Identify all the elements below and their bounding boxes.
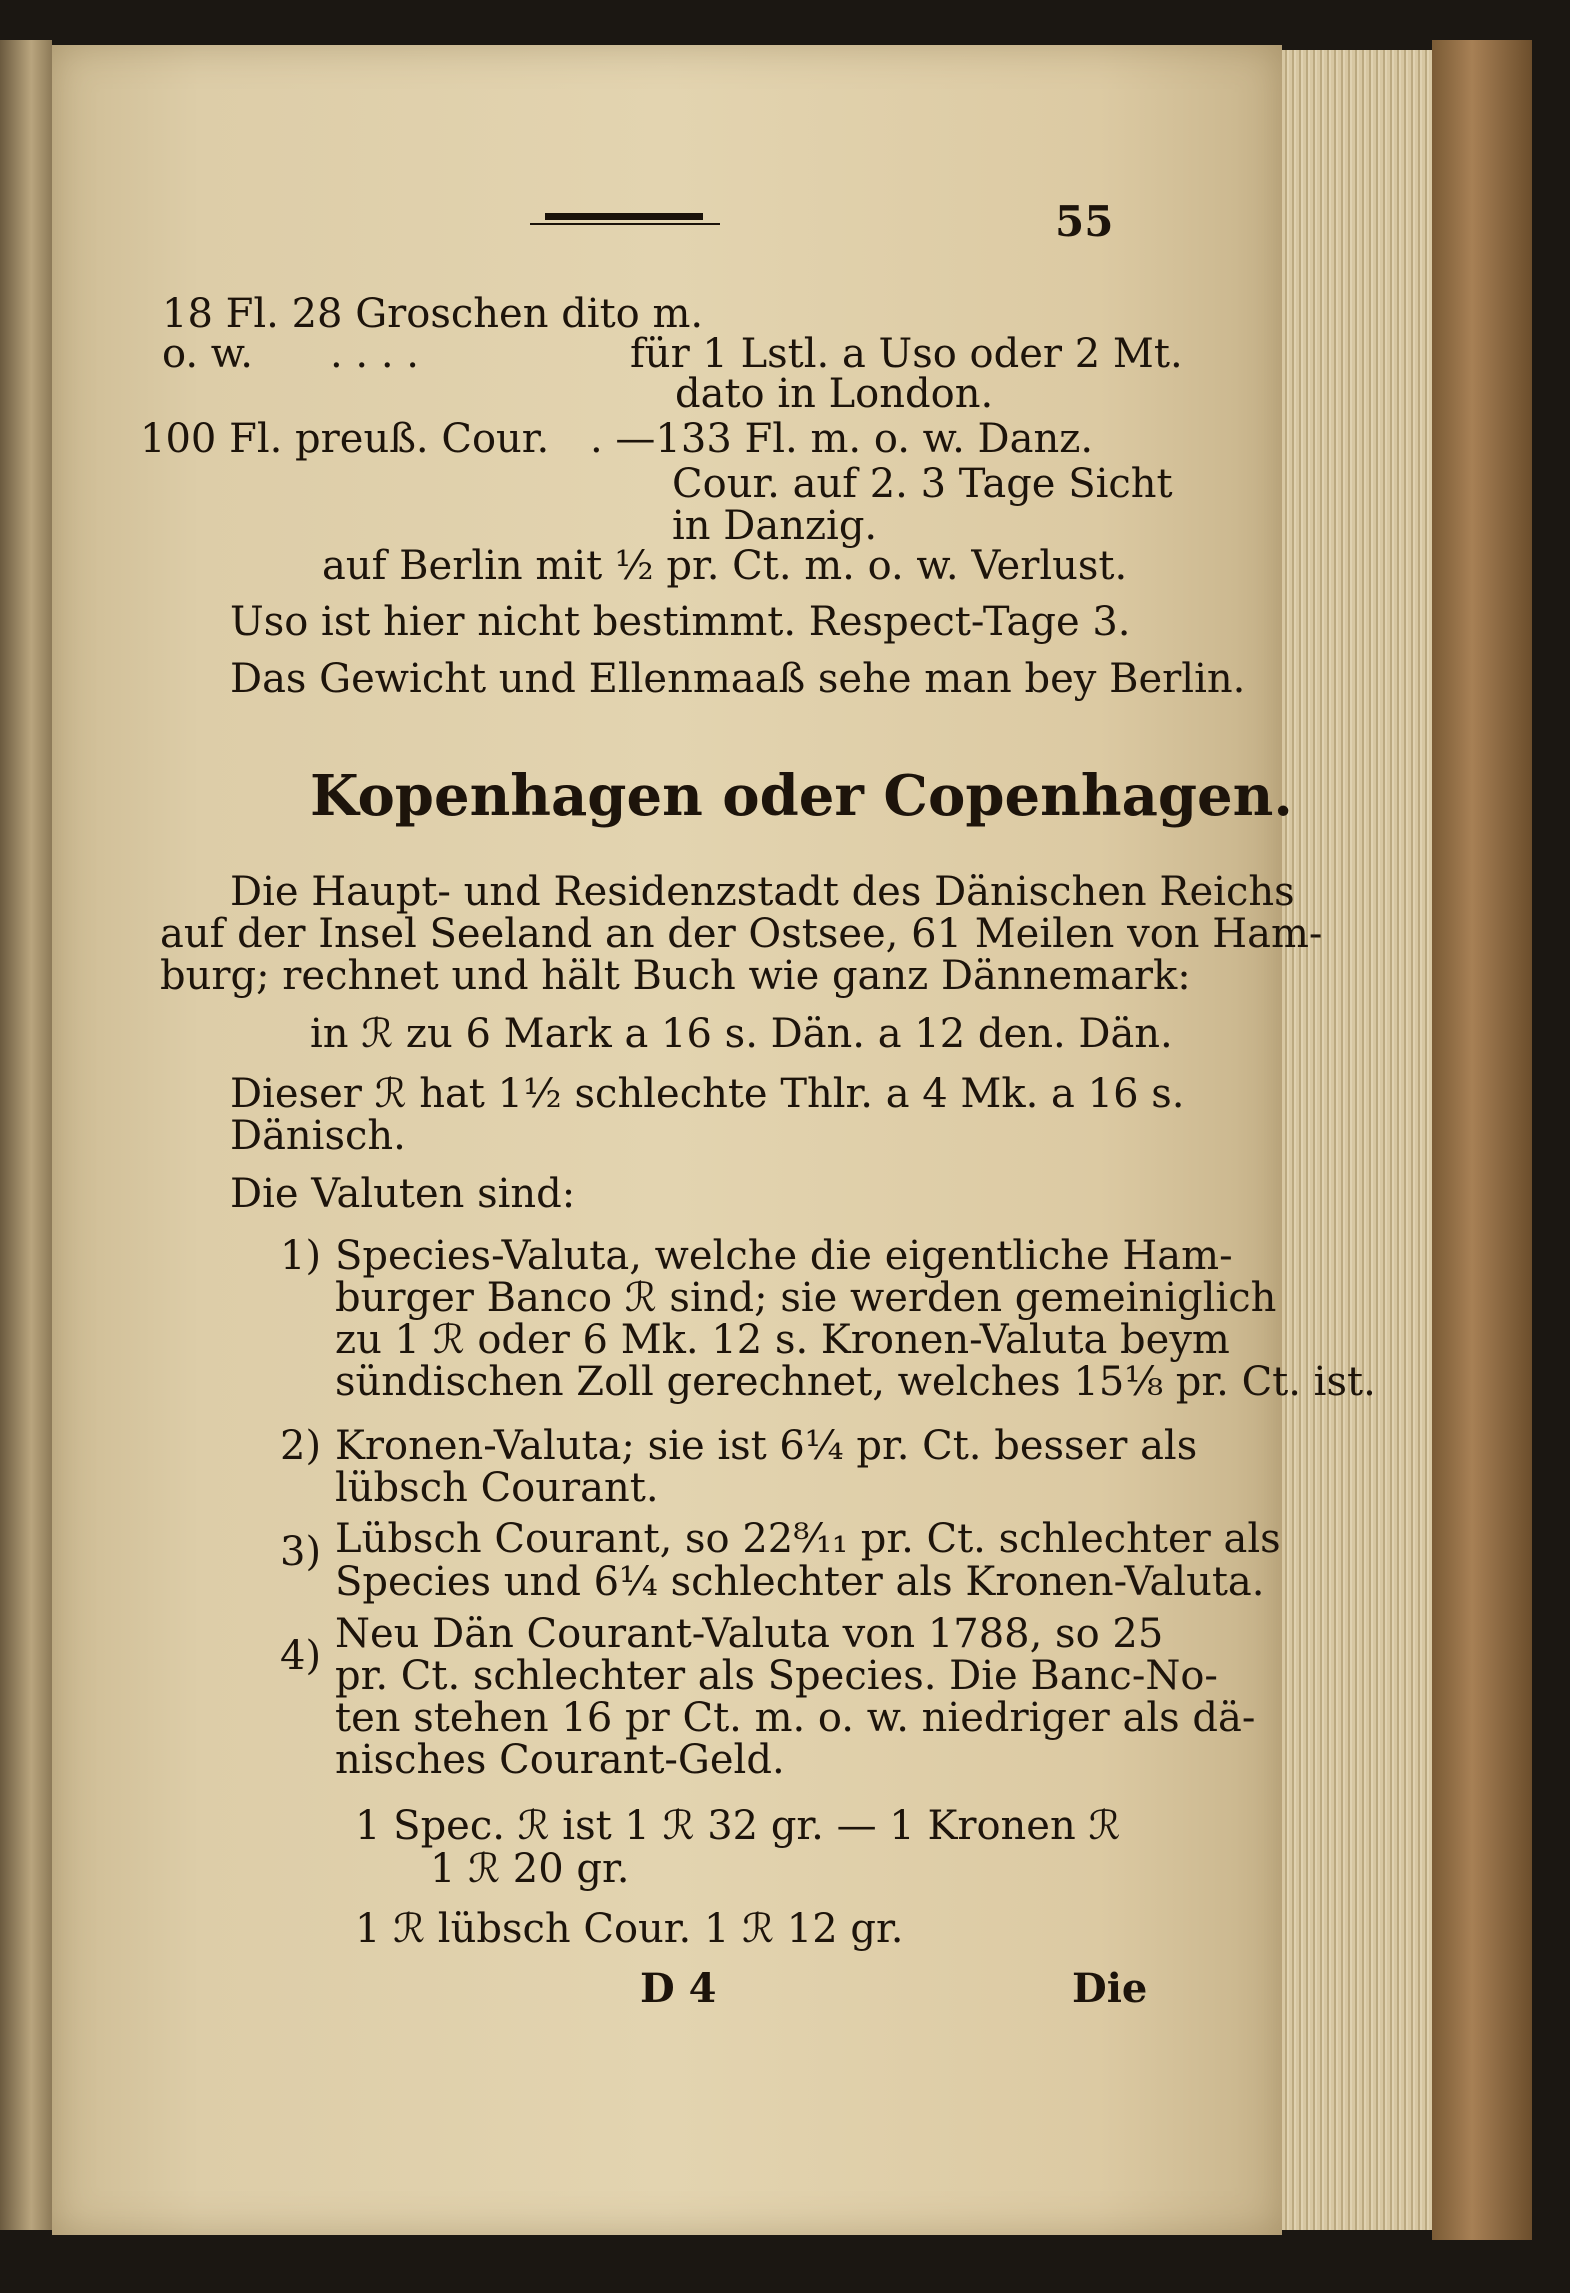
page-number: 55: [1055, 197, 1114, 246]
text-line: . —133 Fl. m. o. w. Danz.: [590, 416, 1094, 462]
signature-mark: D 4: [640, 1965, 717, 2012]
item-number: 2): [280, 1423, 322, 1469]
item-line: pr. Ct. schlechter als Species. Die Banc-No-: [335, 1653, 1218, 1699]
header-rule: [545, 213, 703, 220]
text-line: Cour. auf 2. 3 Tage Sicht: [672, 461, 1173, 507]
text-line: in Danzig.: [672, 503, 878, 549]
text-line: 18 Fl. 28 Groschen dito m.: [162, 291, 704, 337]
text-line: Uso ist hier nicht bestimmt. Respect-Tage 3.: [230, 599, 1131, 645]
rate-line: 1 ℛ lübsch Cour. 1 ℛ 12 gr.: [355, 1906, 904, 1952]
header-rule-thin: [530, 223, 720, 225]
item-line: Species und 6¼ schlechter als Kronen-Valuta.: [335, 1559, 1265, 1605]
item-number: 1): [280, 1233, 322, 1279]
text-line: dato in London.: [675, 371, 994, 417]
text-line: o. w.: [162, 331, 254, 377]
item-line: lübsch Courant.: [335, 1465, 659, 1511]
text-line: für 1 Lstl. a Uso oder 2 Mt.: [630, 331, 1183, 377]
item-line: Kronen-Valuta; sie ist 6¼ pr. Ct. besser als: [335, 1423, 1198, 1469]
text-line: auf Berlin mit ½ pr. Ct. m. o. w. Verlust.: [322, 543, 1128, 589]
text-line: Die Valuten sind:: [230, 1171, 576, 1217]
text-line: Das Gewicht und Ellenmaaß sehe man bey Berlin.: [230, 656, 1246, 702]
text-line: auf der Insel Seeland an der Ostsee, 61 Meilen von Ham-: [160, 911, 1323, 957]
text-line: Die Haupt- und Residenzstadt des Dänischen Reichs: [230, 869, 1295, 915]
item-line: Species-Valuta, welche die eigentliche Ham-: [335, 1233, 1233, 1279]
item-line: ten stehen 16 pr Ct. m. o. w. niedriger als dä-: [335, 1695, 1256, 1741]
left-page-edge: [0, 40, 52, 2230]
item-line: zu 1 ℛ oder 6 Mk. 12 s. Kronen-Valuta beym: [335, 1317, 1230, 1363]
item-line: Neu Dän Courant-Valuta von 1788, so 25: [335, 1611, 1164, 1657]
item-number: 3): [280, 1529, 322, 1575]
text-line: Dieser ℛ hat 1½ schlechte Thlr. a 4 Mk. a 16 s.: [230, 1071, 1185, 1117]
item-line: nisches Courant-Geld.: [335, 1737, 785, 1783]
catchword: Die: [1072, 1965, 1148, 2012]
item-line: Lübsch Courant, so 22⁸⁄₁₁ pr. Ct. schlechter als: [335, 1516, 1281, 1562]
item-line: sündischen Zoll gerechnet, welches 15⅛ pr. Ct. ist.: [335, 1359, 1376, 1405]
rate-line: 1 Spec. ℛ ist 1 ℛ 32 gr. — 1 Kronen ℛ: [355, 1803, 1121, 1849]
rate-line: 1 ℛ 20 gr.: [430, 1846, 630, 1892]
item-line: burger Banco ℛ sind; sie werden gemeiniglich: [335, 1275, 1277, 1321]
item-number: 4): [280, 1633, 322, 1679]
section-heading: Kopenhagen oder Copenhagen.: [310, 763, 1293, 829]
text-line: burg; rechnet und hält Buch wie ganz Dännemark:: [160, 953, 1191, 999]
text-line: Dänisch.: [230, 1113, 406, 1159]
page-edges: [1282, 50, 1432, 2230]
text-line: in ℛ zu 6 Mark a 16 s. Dän. a 12 den. Dän.: [310, 1011, 1173, 1057]
text-line: . . . .: [330, 331, 420, 377]
book-spine: [1432, 40, 1532, 2240]
text-line: 100 Fl. preuß. Cour.: [140, 416, 550, 462]
